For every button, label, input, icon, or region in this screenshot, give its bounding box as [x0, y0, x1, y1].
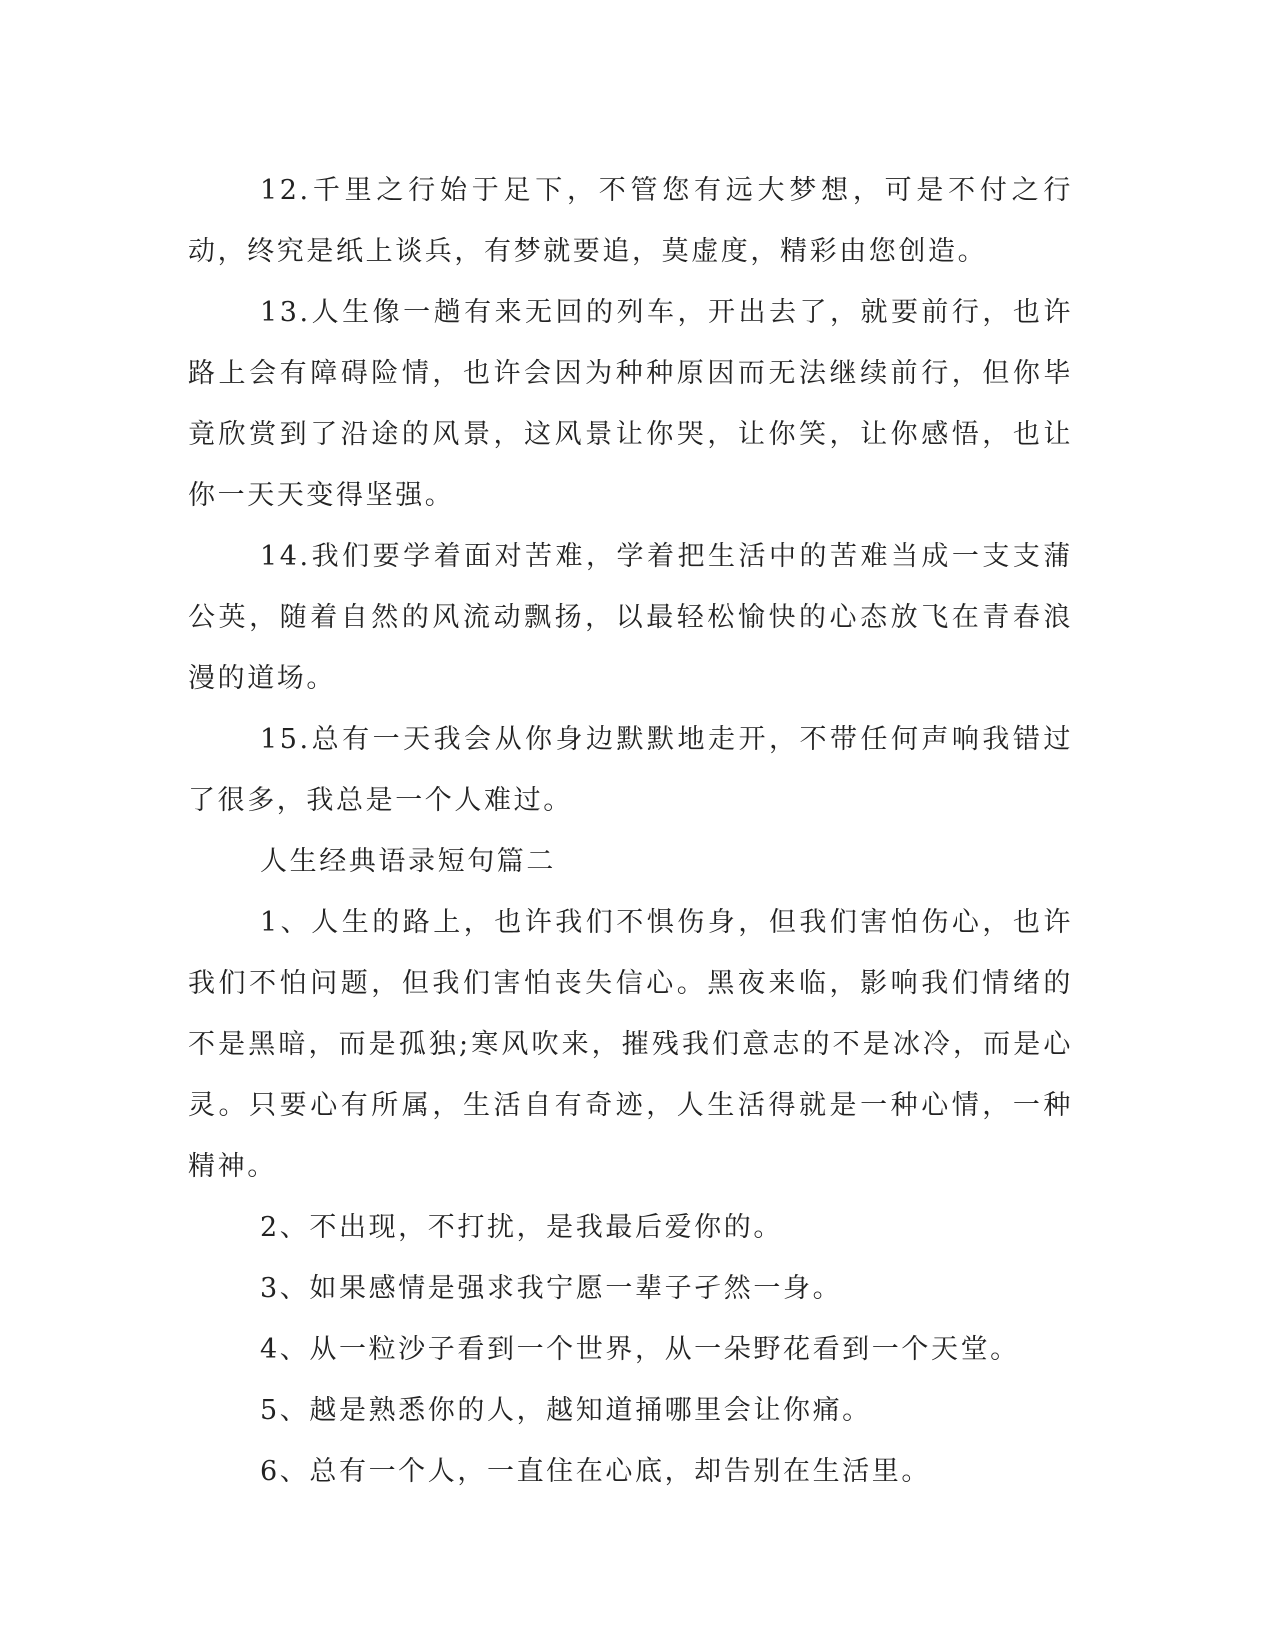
paragraph-13: 13.人生像一趟有来无回的列车，开出去了，就要前行，也许路上会有障碍险情，也许会因为种种原因而无法继续前行，但你毕竟欣赏到了沿途的风景，这风景让你哭，让你笑，让你感悟，也让你一天天变得坚强。 [188, 297, 1073, 511]
paragraph-4: 4、从一粒沙子看到一个世界，从一朵野花看到一个天堂。 [260, 1334, 1020, 1365]
paragraph-1: 1、人生的路上，也许我们不惧伤身，但我们害怕伤心，也许我们不怕问题，但我们害怕丧失信心。黑夜来临，影响我们情绪的不是黑暗，而是孤独;寒风吹来，摧残我们意志的不是冰冷，而是心灵。只要心有所属，生活自有奇迹，人生活得就是一种心情，一种精神。 [188, 907, 1073, 1182]
paragraph-6: 6、总有一个人，一直住在心底，却告别在生活里。 [260, 1456, 931, 1487]
paragraph-2: 2、不出现，不打扰，是我最后爱你的。 [260, 1212, 783, 1243]
paragraph-15: 15.总有一天我会从你身边默默地走开，不带任何声响我错过了很多，我总是一个人难过。 [188, 724, 1073, 816]
document-body [188, 160, 1073, 1502]
paragraph-5: 5、越是熟悉你的人，越知道捅哪里会让你痛。 [260, 1395, 872, 1426]
section-heading: 人生经典语录短句篇二 [260, 846, 556, 877]
paragraph-3: 3、如果感情是强求我宁愿一辈子孑然一身。 [260, 1273, 843, 1304]
paragraph-14: 14.我们要学着面对苦难，学着把生活中的苦难当成一支支蒲公英，随着自然的风流动飘扬，以最轻松愉快的心态放飞在青春浪漫的道场。 [188, 541, 1073, 694]
paragraph-12: 12.千里之行始于足下，不管您有远大梦想，可是不付之行动，终究是纸上谈兵，有梦就要追，莫虚度，精彩由您创造。 [188, 175, 1073, 267]
